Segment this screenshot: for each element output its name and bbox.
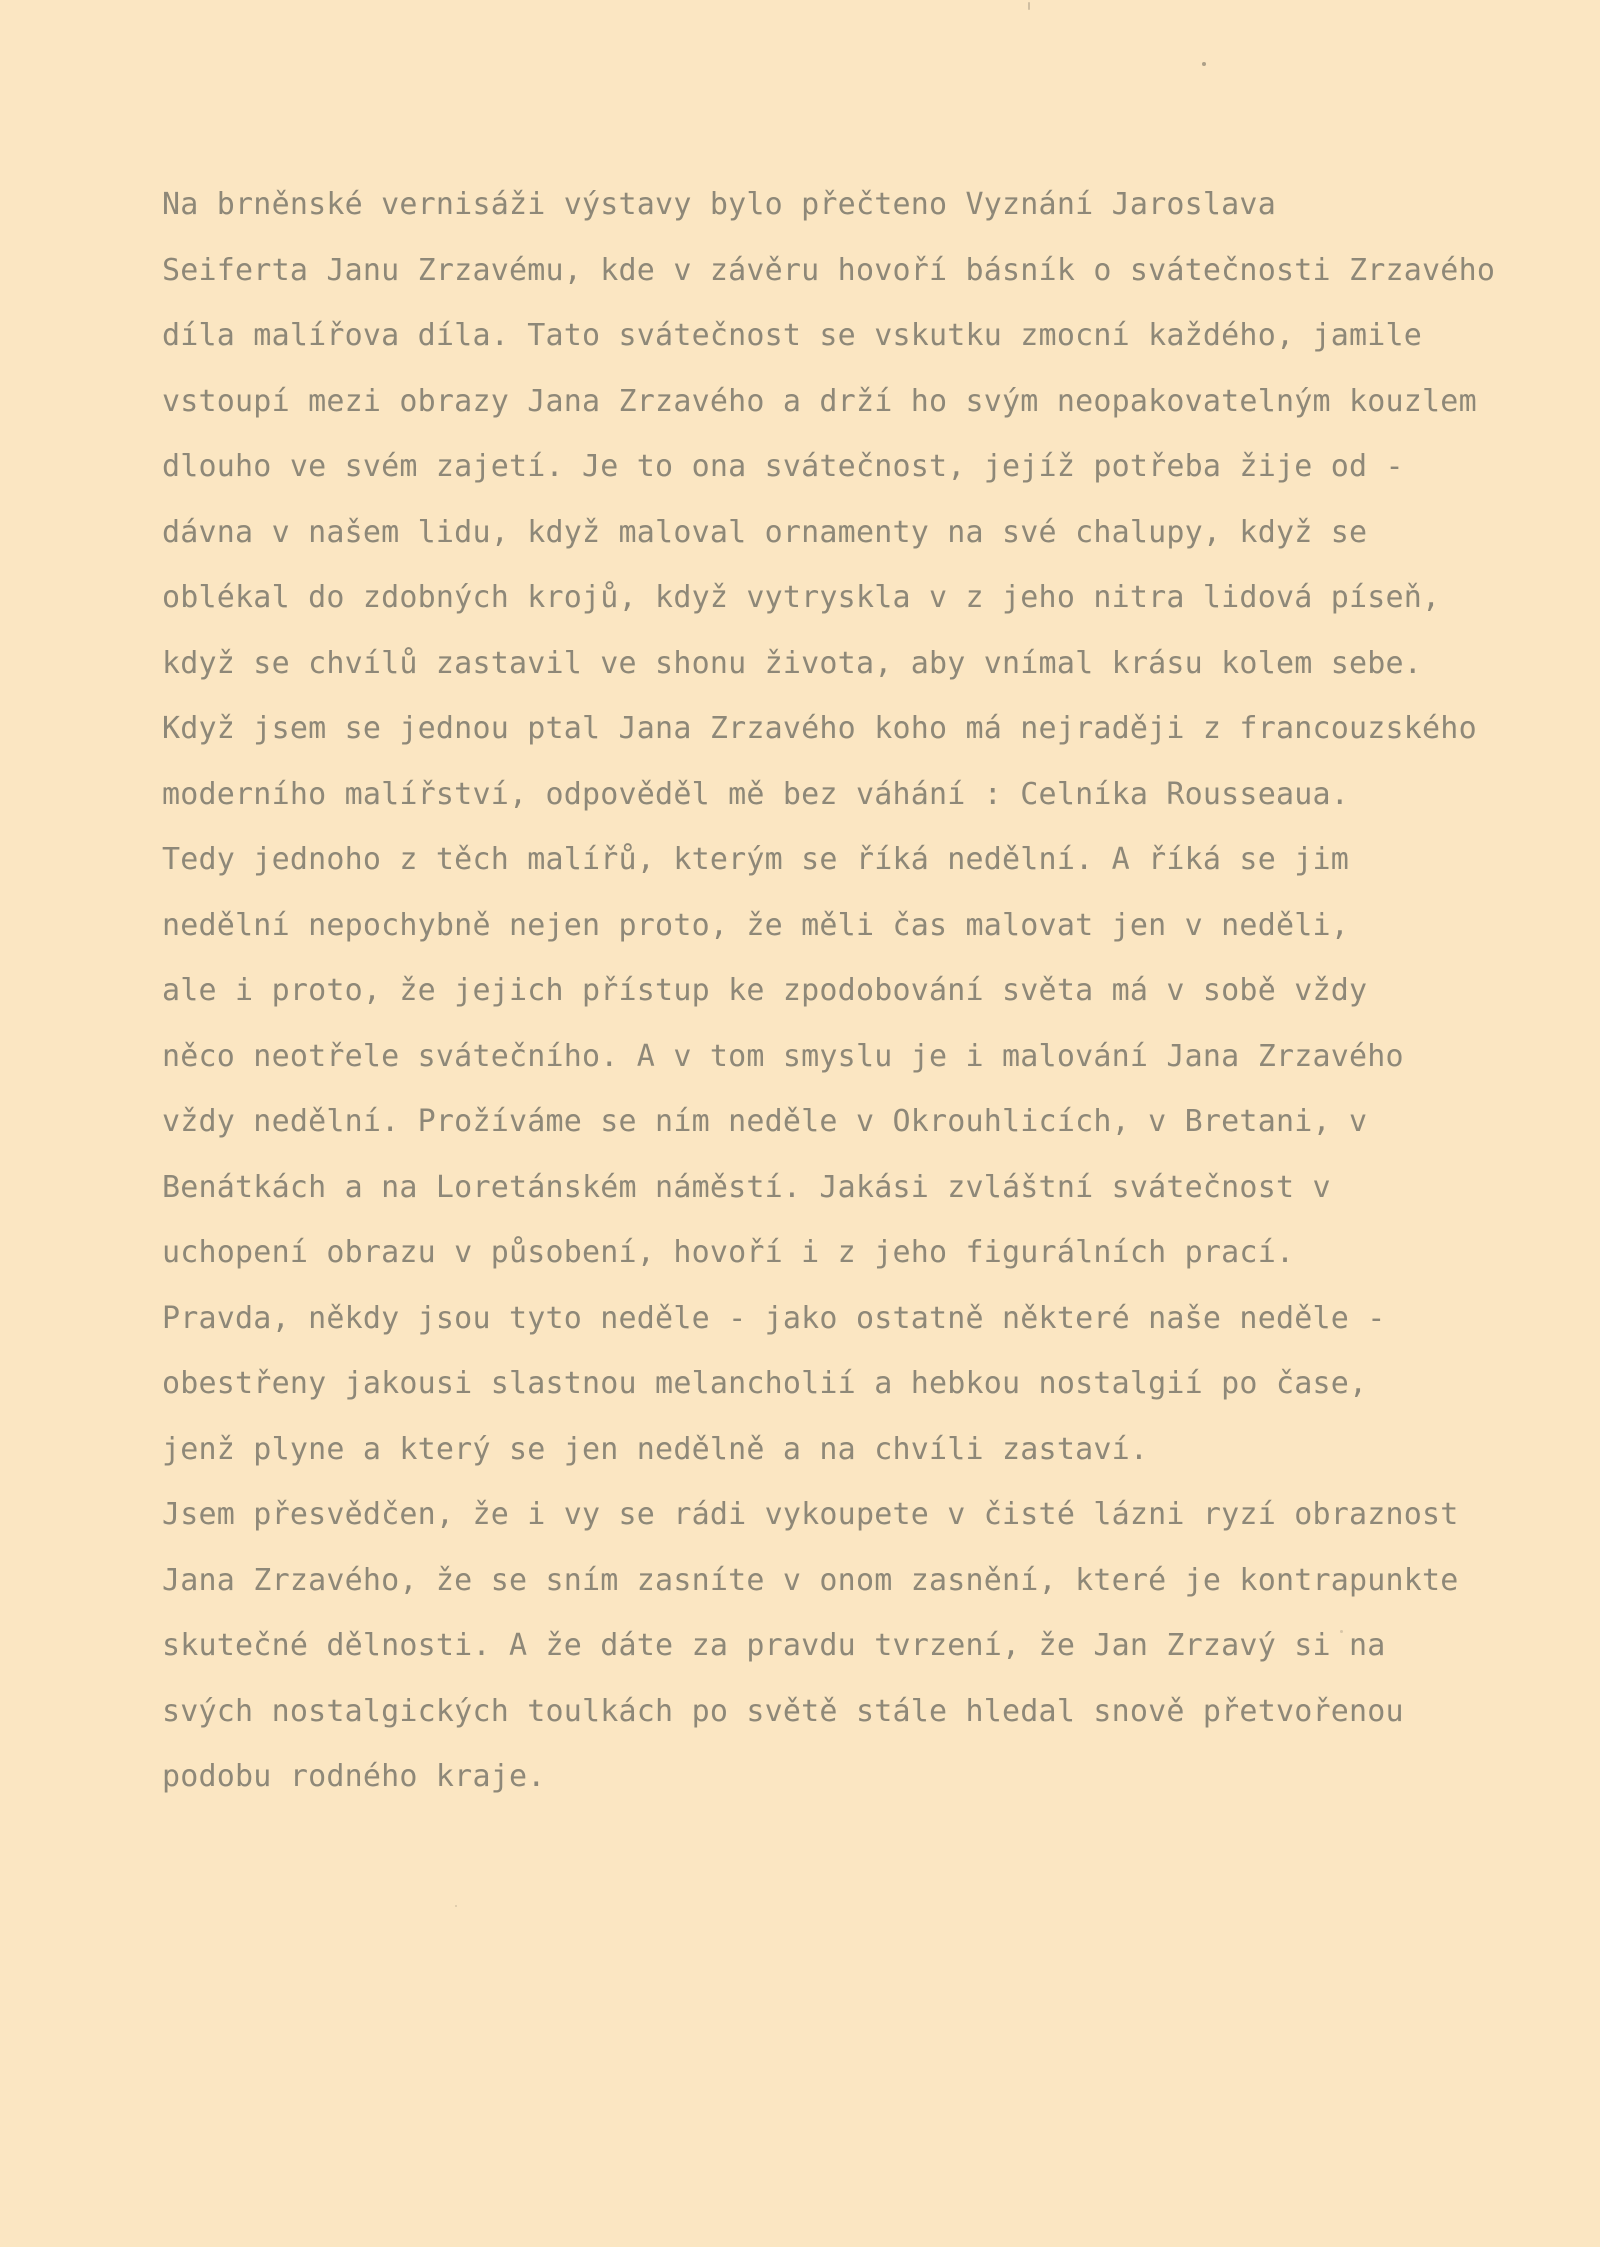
typewritten-text: [162, 172, 1600, 1810]
text-line: vždy nedělní. Prožíváme se ním neděle v Okrouhlicích, v Bretani, v: [162, 1104, 1368, 1139]
text-line: ale i proto, že jejich přístup ke zpodobování světa má v sobě vždy: [162, 973, 1368, 1008]
text-line: oblékal do zdobných krojů, když vytryskla v z jeho nitra lidová píseň,: [162, 580, 1441, 615]
text-line: uchopení obrazu v působení, hovoří i z jeho figurálních prací.: [162, 1235, 1295, 1270]
text-line: skutečné dělnosti. A že dáte za pravdu tvrzení, že Jan Zrzavý si na: [162, 1628, 1386, 1663]
text-line: Seiferta Janu Zrzavému, kde v závěru hovoří básník o svátečnosti Zrzavého: [162, 252, 1496, 288]
text-line: dávna v našem lidu, když maloval ornamenty na své chalupy, když se: [162, 514, 1368, 550]
text-line: podobu rodného kraje.: [162, 1759, 546, 1794]
text-line: svých nostalgických toulkách po světě stále hledal snově přetvořenou: [162, 1693, 1404, 1729]
text-line: nedělní nepochybně nejen proto, že měli čas malovat jen v neděli,: [162, 907, 1349, 943]
paper-mark: [1028, 2, 1030, 10]
paper-speck: [1202, 62, 1206, 66]
text-line: Jana Zrzavého, že se sním zasníte v onom zasnění, které je kontrapunkte: [162, 1562, 1459, 1598]
text-line: Benátkách a na Loretánském náměstí. Jakási zvláštní svátečnost v: [162, 1169, 1331, 1205]
text-line: Pravda, někdy jsou tyto neděle - jako ostatně některé naše neděle -: [162, 1300, 1386, 1336]
text-line: Na brněnské vernisáži výstavy bylo přečteno Vyznání Jaroslava: [162, 187, 1276, 222]
text-line: vstoupí mezi obrazy Jana Zrzavého a drží ho svým neopakovatelným kouzlem: [162, 383, 1477, 419]
text-line: něco neotřele svátečního. A v tom smyslu je i malování Jana Zrzavého: [162, 1038, 1404, 1074]
text-line: dlouho ve svém zajetí. Je to ona svátečnost, jejíž potřeba žije od -: [162, 449, 1404, 484]
text-line: když se chvílů zastavil ve shonu života, aby vnímal krásu kolem sebe.: [162, 645, 1423, 681]
text-line: jenž plyne a který se jen nedělně a na chvíli zastaví.: [162, 1431, 1149, 1467]
text-line: Když jsem se jednou ptal Jana Zrzavého koho má nejraději z francouzského: [162, 711, 1477, 746]
paper-speck: [455, 1905, 457, 1907]
text-line: obestřeny jakousi slastnou melancholií a hebkou nostalgií po čase,: [162, 1366, 1368, 1401]
text-line: Jsem přesvědčen, že i vy se rádi vykoupete v čisté lázni ryzí obraznost: [162, 1497, 1459, 1532]
text-line: moderního malířství, odpověděl mě bez váhání : Celníka Rousseaua.: [162, 776, 1349, 812]
text-line: Tedy jednoho z těch malířů, kterým se říká nedělní. A říká se jim: [162, 842, 1349, 877]
text-line: díla malířova díla. Tato svátečnost se vskutku zmocní každého, jamile: [162, 318, 1423, 353]
